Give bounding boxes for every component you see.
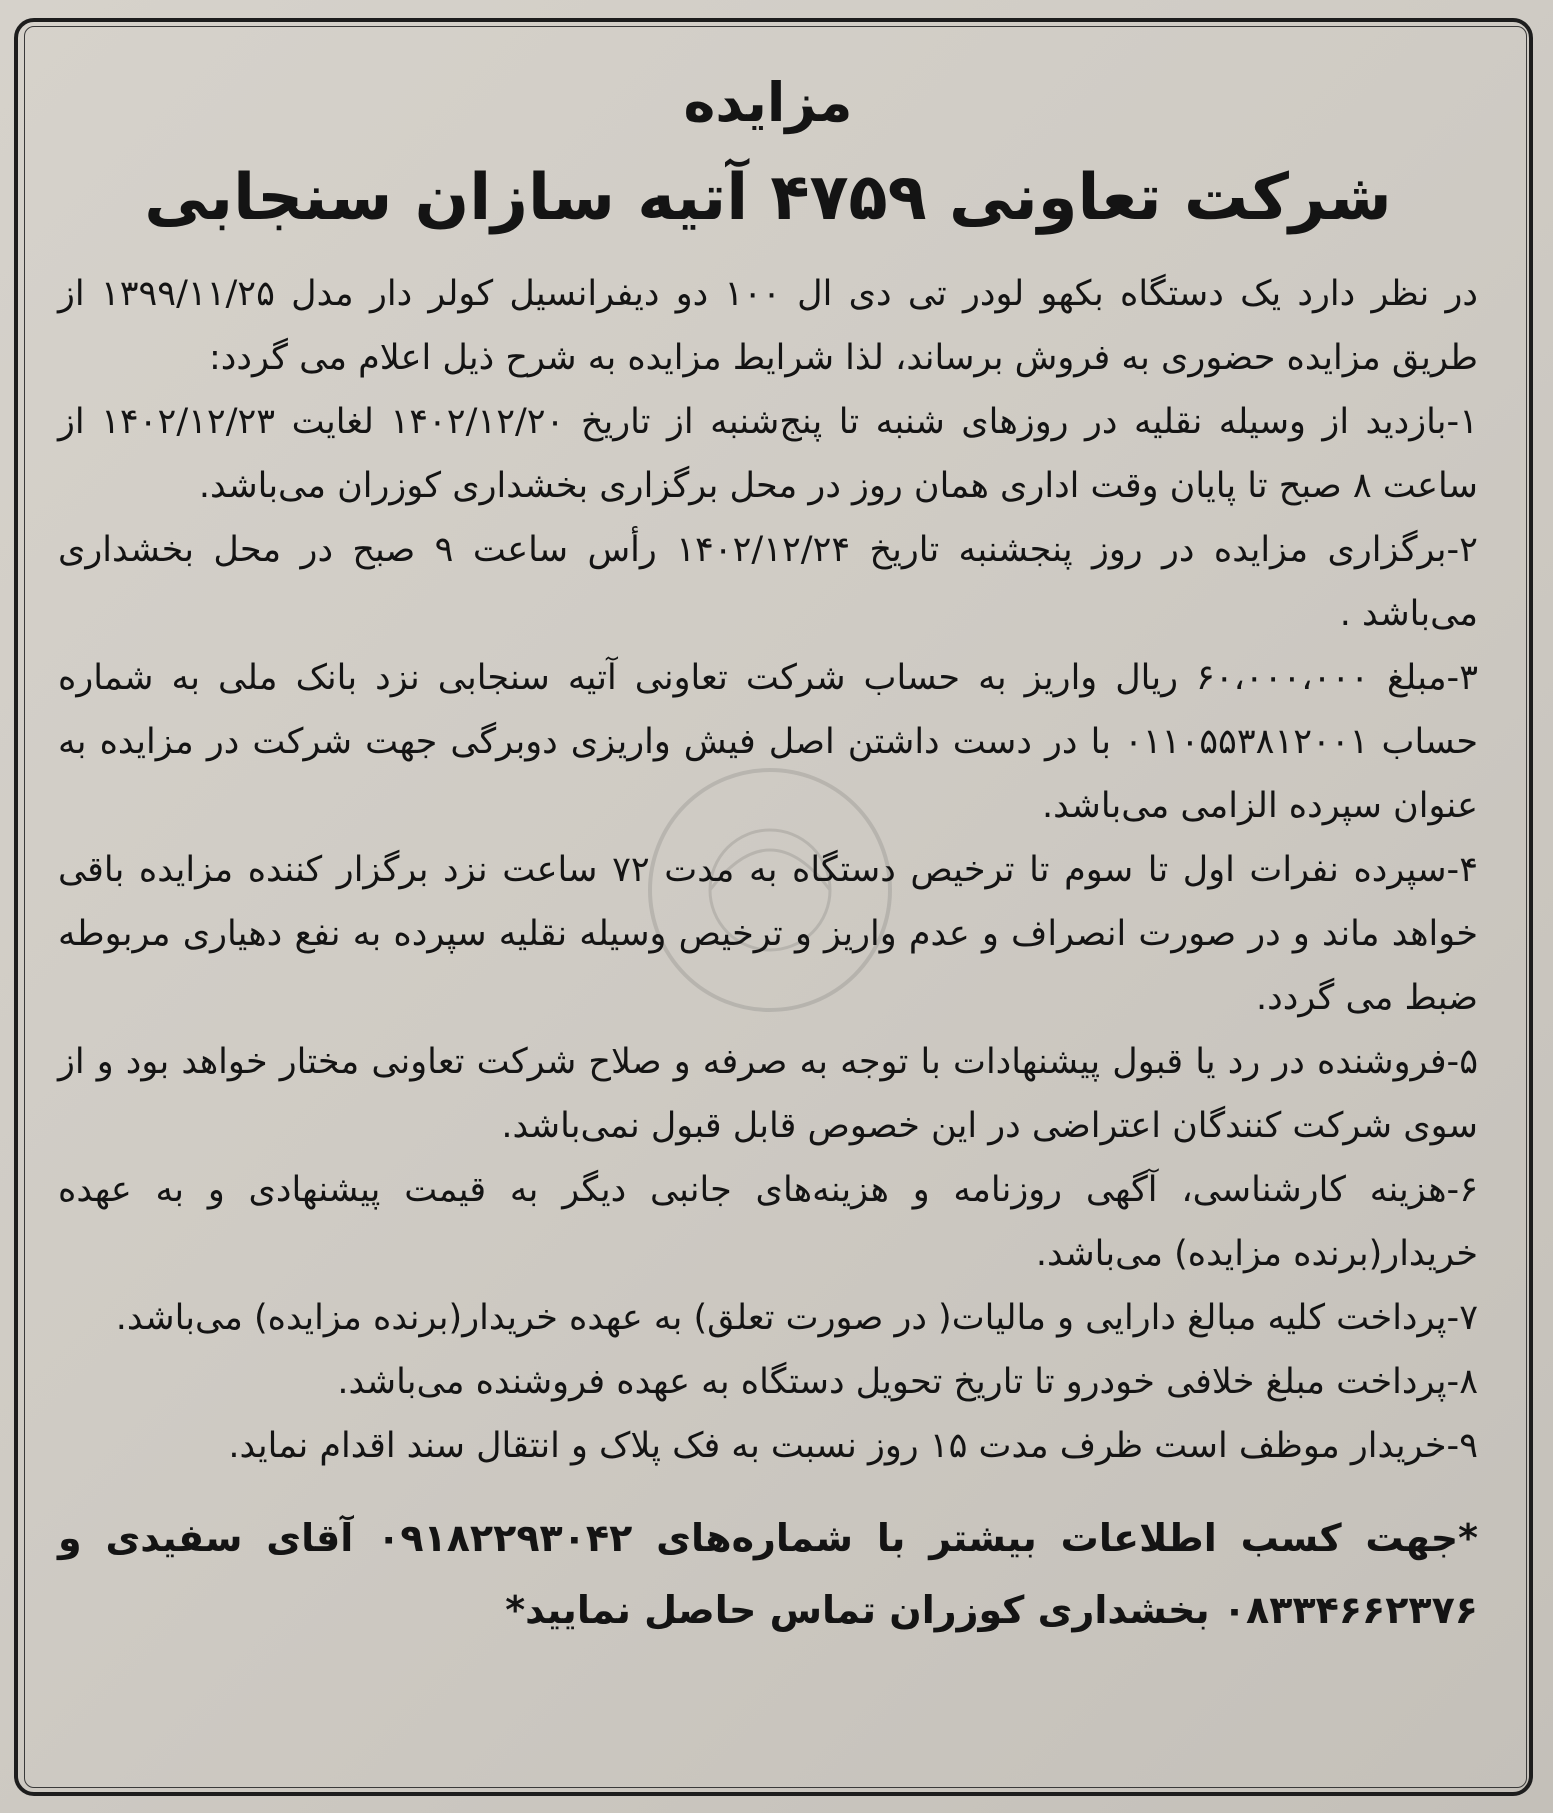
company-name: شرکت تعاونی ۴۷۵۹ آتیه سازان سنجابی	[144, 161, 1392, 235]
notice-content	[58, 60, 1478, 1684]
condition-item: ۹-خریدار موظف است ظرف مدت ۱۵ روز نسبت به فک پلاک و انتقال سند اقدام نماید.	[228, 1426, 1478, 1466]
condition-item: ۱-بازدید از وسیله نقلیه در روزهای شنبه تا پنج‌شنبه از تاریخ ۱۴۰۲/۱۲/۲۰ لغایت ۱۴۰۲/۱۲/۲۳ از ساعت ۸ صبح تا پایان وقت اداری همان روز در محل برگزاری بخشداری کوزران می‌باشد.	[58, 402, 1478, 506]
contact-footer: *جهت کسب اطلاعات بیشتر با شماره‌های ۰۹۱۸۲۲۹۳۰۴۲ آقای سفیدی و ۰۸۳۳۴۶۶۲۳۷۶ بخشداری کوزران تماس حاصل نمایید*	[58, 1516, 1478, 1632]
condition-item: ۸-پرداخت مبلغ خلافی خودرو تا تاریخ تحویل دستگاه به عهده فروشنده می‌باشد.	[337, 1362, 1478, 1402]
condition-item: ۵-فروشنده در رد یا قبول پیشنهادات با توجه به صرفه و صلاح شرکت تعاونی مختار خواهد بود و از سوی شرکت کنندگان اعتراضی در این خصوص قابل قبول نمی‌باشد.	[58, 1042, 1478, 1146]
condition-item: ۳-مبلغ ۶۰،۰۰۰،۰۰۰ ریال واریز به حساب شرکت تعاونی آتیه سنجابی نزد بانک ملی به شماره حساب ۰۱۱۰۵۵۳۸۱۲۰۰۱ با در دست داشتن اصل فیش واریزی دوبرگی جهت شرکت در مزایده به عنوان سپرده الزامی می‌باشد.	[58, 658, 1479, 826]
condition-item: ۶-هزینه کارشناسی، آگهی روزنامه و هزینه‌های جانبی دیگر به قیمت پیشنهادی و به عهده خریدار(برنده مزایده) می‌باشد.	[58, 1170, 1478, 1274]
notice-title: مزایده	[683, 71, 853, 134]
condition-item: ۴-سپرده نفرات اول تا سوم تا ترخیص دستگاه به مدت ۷۲ ساعت نزد برگزار کننده مزایده باقی خواهد ماند و در صورت انصراف و عدم واریز و ترخیص وسیله نقلیه سپرده به نفع دهیاری مربوطه ضبط می گردد.	[58, 850, 1479, 1018]
condition-item: ۲-برگزاری مزایده در روز پنجشنبه تاریخ ۱۴۰۲/۱۲/۲۴ رأس ساعت ۹ صبح در محل بخشداری می‌باشد .	[58, 530, 1478, 634]
condition-item: ۷-پرداخت کلیه مبالغ دارایی و مالیات( در صورت تعلق) به عهده خریدار(برنده مزایده) می‌باشد.	[115, 1298, 1478, 1338]
intro-paragraph: در نظر دارد یک دستگاه بکهو لودر تی دی ال ۱۰۰ دو دیفرانسیل کولر دار مدل ۱۳۹۹/۱۱/۲۵ از طریق مزایده حضوری به فروش برساند، لذا شرایط مزایده به شرح ذیل اعلام می گردد:	[58, 274, 1478, 378]
conditions-list	[58, 390, 1478, 1478]
